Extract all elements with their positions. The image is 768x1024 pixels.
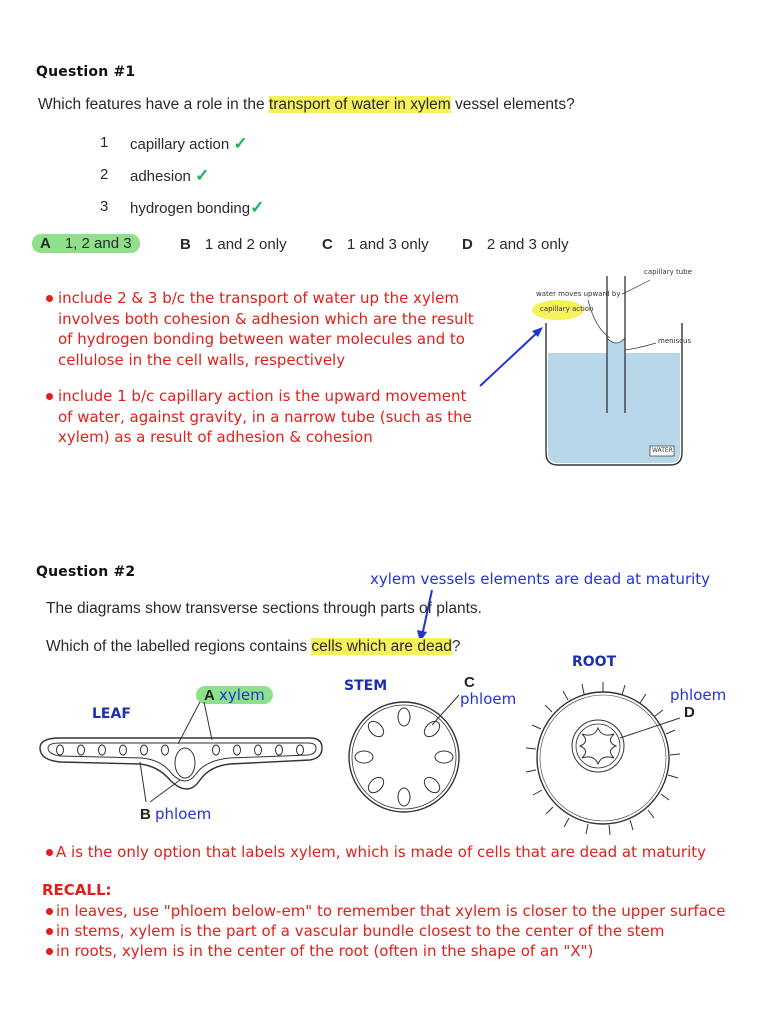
- leader-a: [204, 702, 212, 740]
- note-2: include 1 b/c capillary action is the upward movement of water, against gravity, in a narrow tube (such as the xylem) as a result of adhesion & cohesion: [58, 387, 472, 446]
- root-section-diagram: [520, 678, 686, 840]
- feature-text: adhesion ✓: [130, 166, 210, 185]
- check-icon: ✓: [250, 198, 265, 217]
- feature-number: 3: [100, 198, 109, 215]
- answer-d: D 2 and 3 only: [462, 236, 569, 253]
- label-stem: STEM: [344, 678, 388, 694]
- note-bullet: [46, 393, 53, 400]
- feature-number: 2: [100, 166, 109, 183]
- feature-1: [100, 134, 248, 153]
- question-2-heading: Question #2: [36, 564, 136, 580]
- stem-text-pre: Which of the labelled regions contains: [46, 638, 312, 655]
- leader-b: [140, 762, 146, 802]
- label-d: D: [684, 704, 695, 721]
- stem-highlight: transport of water in xylem: [268, 96, 451, 113]
- label-root: ROOT: [572, 654, 617, 670]
- stem-text-pre: Which features have a role in the: [38, 96, 269, 113]
- recall-3: in roots, xylem is in the center of the root (often in the shape of an "X"): [56, 942, 594, 960]
- check-icon: ✓: [195, 166, 210, 185]
- label-b-phloem: B phloem: [140, 805, 212, 823]
- stem-highlight: cells which are dead: [311, 638, 452, 655]
- note-bullet: [46, 908, 53, 915]
- check-icon: ✓: [233, 134, 248, 153]
- label-d-phloem: phloem: [670, 686, 727, 704]
- note-1: include 2 & 3 b/c the transport of water up the xylem involves both cohesion & adhesion which are the result of hydrogen bonding between water molecules and to cellulose in the cell walls, respectively: [58, 289, 474, 369]
- label-capillary-action: capillary action: [540, 305, 594, 313]
- answer-c: C 1 and 3 only: [322, 236, 429, 253]
- question-2-stem-1: The diagrams show transverse sections through parts of plants.: [46, 600, 482, 617]
- q2-note: A is the only option that labels xylem, which is made of cells that are dead at maturity: [56, 843, 707, 861]
- label-capillary-tube: capillary tube: [644, 268, 692, 276]
- feature-2: [100, 166, 210, 185]
- note-bullet: [46, 928, 53, 935]
- label-c: C: [464, 674, 475, 691]
- label-a-xylem: A xylem: [196, 686, 273, 704]
- feature-text: capillary action ✓: [130, 134, 248, 153]
- feature-text: hydrogen bonding✓: [130, 198, 265, 217]
- tube-water: [607, 338, 625, 413]
- blue-arrow: [480, 330, 540, 386]
- feature-number: 1: [100, 134, 109, 151]
- question-2-stem-2: [46, 638, 460, 656]
- leader-b: [150, 780, 180, 802]
- label-water-moves: water moves upward by: [536, 290, 621, 298]
- question-1-stem: [38, 96, 575, 114]
- recall-2: in stems, xylem is the part of a vascular bundle closest to the center of the stem: [56, 922, 665, 940]
- answer-b: B 1 and 2 only: [180, 236, 287, 253]
- recall-title: RECALL:: [42, 881, 112, 899]
- label-water: WATER: [652, 447, 673, 454]
- question-1-heading: Question #1: [36, 64, 136, 80]
- label-c-phloem: phloem: [460, 690, 517, 708]
- label-meniscus: meniscus: [658, 337, 692, 345]
- feature-3: [100, 198, 265, 217]
- dead-annotation: xylem vessels elements are dead at maturity: [370, 570, 711, 588]
- note-bullet: [46, 295, 53, 302]
- leaf-section-diagram: [30, 700, 330, 810]
- note-bullet: [46, 849, 53, 856]
- stem-section-diagram: [344, 690, 464, 820]
- stem-text-post: vessel elements?: [450, 96, 575, 113]
- recall-1: in leaves, use "phloem below-em" to remember that xylem is closer to the upper surface: [56, 902, 726, 920]
- label-leaf: LEAF: [92, 706, 131, 722]
- answer-a: A 1, 2 and 3: [32, 234, 140, 253]
- note-bullet: [46, 948, 53, 955]
- stem-text-post: ?: [451, 638, 461, 655]
